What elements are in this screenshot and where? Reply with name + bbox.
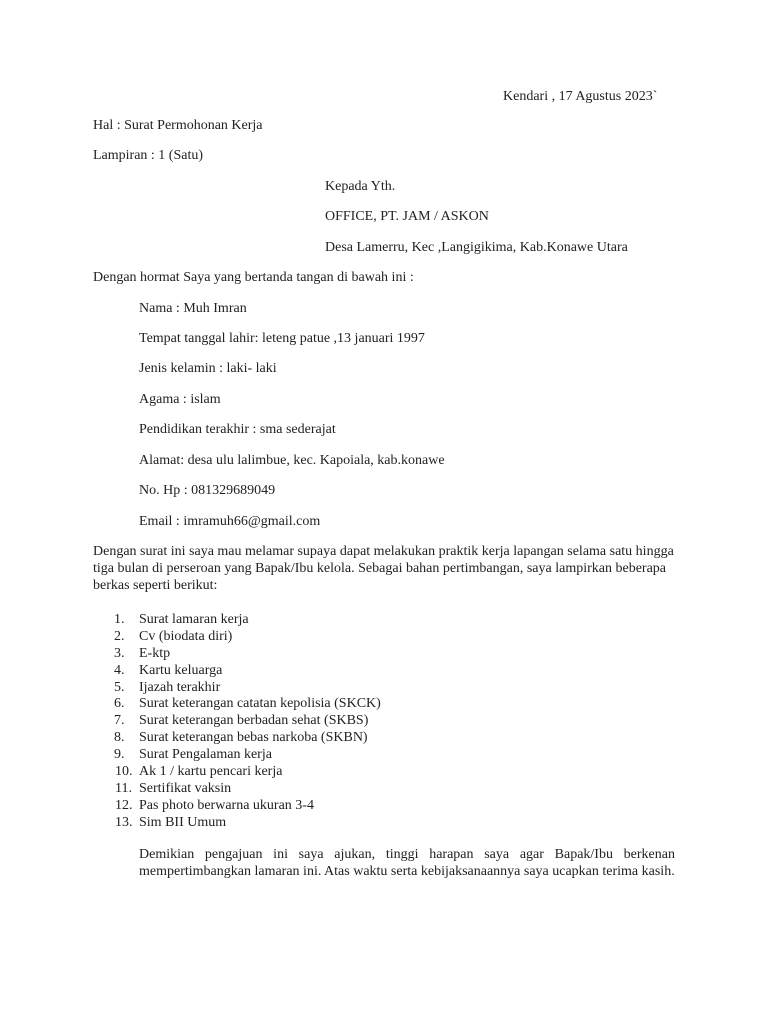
recipient-office: OFFICE, PT. JAM / ASKON xyxy=(325,209,489,224)
applicant-name: Nama : Muh Imran xyxy=(139,301,247,316)
list-item xyxy=(93,797,381,814)
list-item-number: 7. xyxy=(114,713,125,729)
list-item-text: Sim BII Umum xyxy=(139,814,227,830)
closing-paragraph: Demikian pengajuan ini saya ajukan, tinggi harapan saya agar Bapak/Ibu berkenan mempertimbangkan lamaran ini. Atas waktu serta kebijaksanaannya saya ucapkan terima kasih. xyxy=(139,847,675,879)
list-item-number: 3. xyxy=(114,645,125,661)
list-item xyxy=(93,780,381,797)
list-item-number: 11. xyxy=(115,780,132,796)
list-item xyxy=(93,645,381,662)
applicant-birth: Tempat tanggal lahir: leteng patue ,13 januari 1997 xyxy=(139,331,425,346)
list-item-number: 2. xyxy=(114,628,125,644)
list-item-text: Sertifikat vaksin xyxy=(139,780,232,796)
list-item-text: Surat keterangan bebas narkoba (SKBN) xyxy=(139,730,368,746)
recipient-greeting: Kepada Yth. xyxy=(325,179,396,194)
recipient-address: Desa Lamerru, Kec ,Langigikima, Kab.Konawe Utara xyxy=(325,240,628,255)
list-item xyxy=(93,611,381,628)
letter-attachment-count: Lampiran : 1 (Satu) xyxy=(93,148,204,163)
list-item-number: 4. xyxy=(114,662,125,678)
list-item-text: Surat Pengalaman kerja xyxy=(139,747,272,763)
list-item xyxy=(93,662,381,679)
list-item-text: Surat keterangan berbadan sehat (SKBS) xyxy=(139,713,369,729)
opening-line: Dengan hormat Saya yang bertanda tangan di bawah ini : xyxy=(93,270,414,285)
list-item-number: 1. xyxy=(114,612,125,627)
list-item xyxy=(93,729,381,746)
list-item xyxy=(93,814,381,831)
list-item xyxy=(93,746,381,763)
body-paragraph: Dengan surat ini saya mau melamar supaya dapat melakukan praktik kerja lapangan selama satu hingga tiga bulan di perseroan yang Bapak/Ibu kelola. Sebagai bahan pertimbangan, saya lampirkan beberapa berkas seperti berikut: xyxy=(93,544,674,593)
list-item-text: Kartu keluarga xyxy=(139,662,223,678)
attachment-list xyxy=(93,611,381,831)
applicant-phone: No. Hp : 081329689049 xyxy=(139,483,276,498)
list-item-number: 12. xyxy=(115,797,133,813)
list-item-text: Cv (biodata diri) xyxy=(139,628,233,644)
letter-date: Kendari , 17 Agustus 2023` xyxy=(503,89,658,104)
applicant-gender: Jenis kelamin : laki- laki xyxy=(139,361,277,376)
list-item xyxy=(93,628,381,645)
applicant-education: Pendidikan terakhir : sma sederajat xyxy=(139,422,336,437)
list-item-number: 13. xyxy=(115,814,133,830)
list-item-text: Pas photo berwarna ukuran 3-4 xyxy=(139,797,314,813)
list-item-number: 6. xyxy=(114,696,125,712)
list-item xyxy=(93,695,381,712)
applicant-religion: Agama : islam xyxy=(139,392,221,407)
list-item-text: Surat keterangan catatan kepolisia (SKCK) xyxy=(139,696,381,712)
list-item-number: 9. xyxy=(114,747,125,763)
list-item-text: Surat lamaran kerja xyxy=(139,612,249,627)
list-item-number: 10. xyxy=(115,764,133,780)
list-item-text: E-ktp xyxy=(139,645,171,661)
list-item-number: 8. xyxy=(114,730,125,746)
list-item-number: 5. xyxy=(114,679,125,695)
list-item xyxy=(93,712,381,729)
applicant-address: Alamat: desa ulu lalimbue, kec. Kapoiala, kab.konawe xyxy=(139,453,445,468)
list-item xyxy=(93,679,381,696)
list-item-text: Ak 1 / kartu pencari kerja xyxy=(139,764,283,780)
list-item xyxy=(93,763,381,780)
applicant-email: Email : imramuh66@gmail.com xyxy=(139,514,321,529)
list-item-text: Ijazah terakhir xyxy=(139,679,221,695)
letter-subject: Hal : Surat Permohonan Kerja xyxy=(93,118,263,133)
